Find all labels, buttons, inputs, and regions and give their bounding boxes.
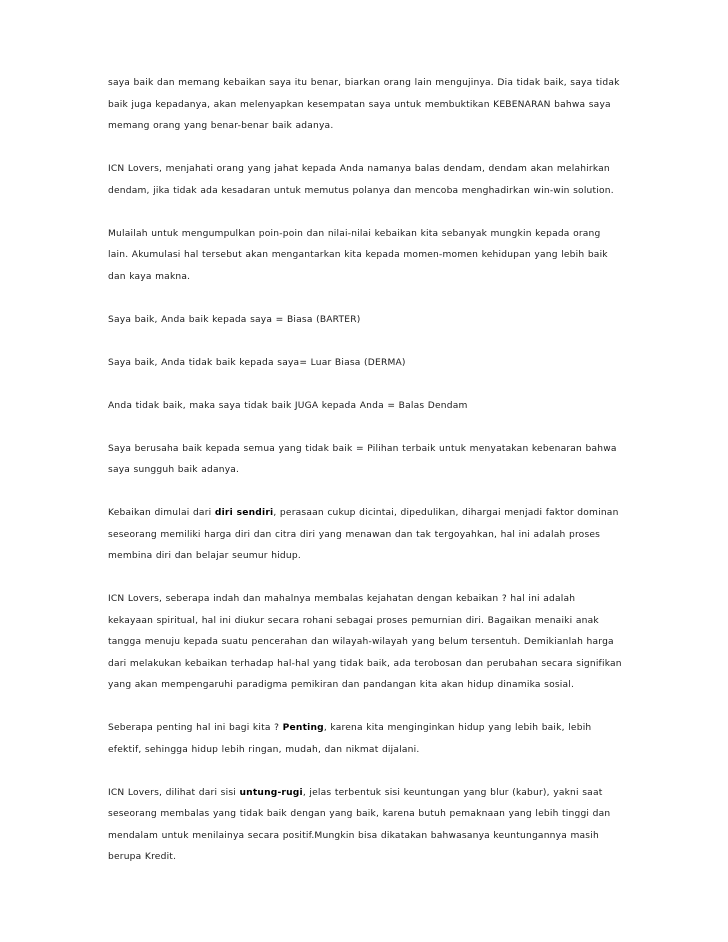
text-line: efektif, sehingga hidup lebih ringan, mudah, dan nikmat dijalani. <box>108 744 420 755</box>
paragraph <box>108 439 628 482</box>
text-run: Kebaikan dimulai dari <box>108 508 215 518</box>
text-line: dari melakukan kebaikan terhadap hal-hal yang tidak baik, ada terobosan dan perubahan secara signifikan <box>108 658 622 669</box>
bold-term: untung-rugi <box>239 787 303 798</box>
text-line: mendalam untuk menilainya secara positif.Mungkin bisa dikatakan bahwasanya keuntungannya masih <box>108 830 599 841</box>
paragraph <box>108 353 628 375</box>
text-line: seseorang membalas yang tidak baik dengan yang baik, karena butuh pemaknaan yang lebih tinggi dan <box>108 809 611 819</box>
text-line: Saya berusaha baik kepada semua yang tidak baik = Pilihan terbaik untuk menyatakan kebenaran bahwa <box>108 443 617 454</box>
text-line: lain. Akumulasi hal tersebut akan mengantarkan kita kepada momen-momen kehidupan yang lebih baik <box>108 250 608 260</box>
text-run: Seberapa penting hal ini bagi kita ? <box>108 723 283 733</box>
paragraph <box>108 503 628 568</box>
text-line: yang akan mempengaruhi paradigma pemikiran dan pandangan kita akan hidup dinamika sosial. <box>108 680 575 690</box>
document-page <box>108 73 628 890</box>
text-line: dendam, jika tidak ada kesadaran untuk memutus polanya dan mencoba menghadirkan win-win solution. <box>108 185 614 196</box>
text-line <box>108 718 628 740</box>
text-line <box>108 503 628 525</box>
text-line: saya baik dan memang kebaikan saya itu benar, biarkan orang lain mengujinya. Dia tidak baik, saya tidak <box>108 78 620 88</box>
text-run: , jelas terbentuk sisi keuntungan yang blur (kabur), yakni saat <box>302 787 603 798</box>
paragraph <box>108 783 628 869</box>
text-line: Saya baik, Anda baik kepada saya = Biasa (BARTER) <box>108 314 361 325</box>
paragraph <box>108 224 628 289</box>
text-line: ICN Lovers, menjahati orang yang jahat kepada Anda namanya balas dendam, dendam akan melahirkan <box>108 164 610 174</box>
paragraph <box>108 310 628 332</box>
text-line: tangga menuju kepada suatu pencerahan dan wilayah-wilayah yang belum tersentuh. Demikianlah harga <box>108 637 614 647</box>
text-run: ICN Lovers, dilihat dari sisi <box>108 787 240 798</box>
text-line: baik juga kepadanya, akan melenyapkan kesempatan saya untuk membuktikan KEBENARAN bahwa saya <box>108 99 611 110</box>
paragraph <box>108 159 628 202</box>
text-line: Mulailah untuk mengumpulkan poin-poin dan nilai-nilai kebaikan kita sebanyak mungkin kepada orang <box>108 228 601 239</box>
paragraph <box>108 718 628 761</box>
text-line: membina diri dan belajar seumur hidup. <box>108 551 301 561</box>
paragraph <box>108 589 628 697</box>
text-line: dan kaya makna. <box>108 271 191 282</box>
text-line: saya sungguh baik adanya. <box>108 465 240 475</box>
bold-term: diri sendiri <box>214 508 274 518</box>
text-line: memang orang yang benar-benar baik adanya. <box>108 121 334 131</box>
text-line <box>108 783 628 805</box>
bold-term: Penting <box>282 723 324 733</box>
text-line: kekayaan spiritual, hal ini diukur secara rohani sebagai proses pemurnian diri. Bagaikan menaiki anak <box>108 615 599 626</box>
text-line: ICN Lovers, seberapa indah dan mahalnya membalas kejahatan dengan kebaikan ? hal ini adalah <box>108 594 576 604</box>
paragraph <box>108 73 628 138</box>
text-run: , perasaan cukup dicintai, dipedulikan, dihargai menjadi faktor dominan <box>273 508 619 518</box>
paragraph <box>108 396 628 418</box>
text-line: Saya baik, Anda tidak baik kepada saya= Luar Biasa (DERMA) <box>108 357 406 368</box>
text-line: Anda tidak baik, maka saya tidak baik JUGA kepada Anda = Balas Dendam <box>108 400 468 411</box>
text-line: berupa Kredit. <box>108 852 177 862</box>
text-line: seseorang memiliki harga diri dan citra diri yang menawan dan tak tergoyahkan, hal ini adalah proses <box>108 529 601 540</box>
text-run: , karena kita menginginkan hidup yang lebih baik, lebih <box>323 723 592 733</box>
